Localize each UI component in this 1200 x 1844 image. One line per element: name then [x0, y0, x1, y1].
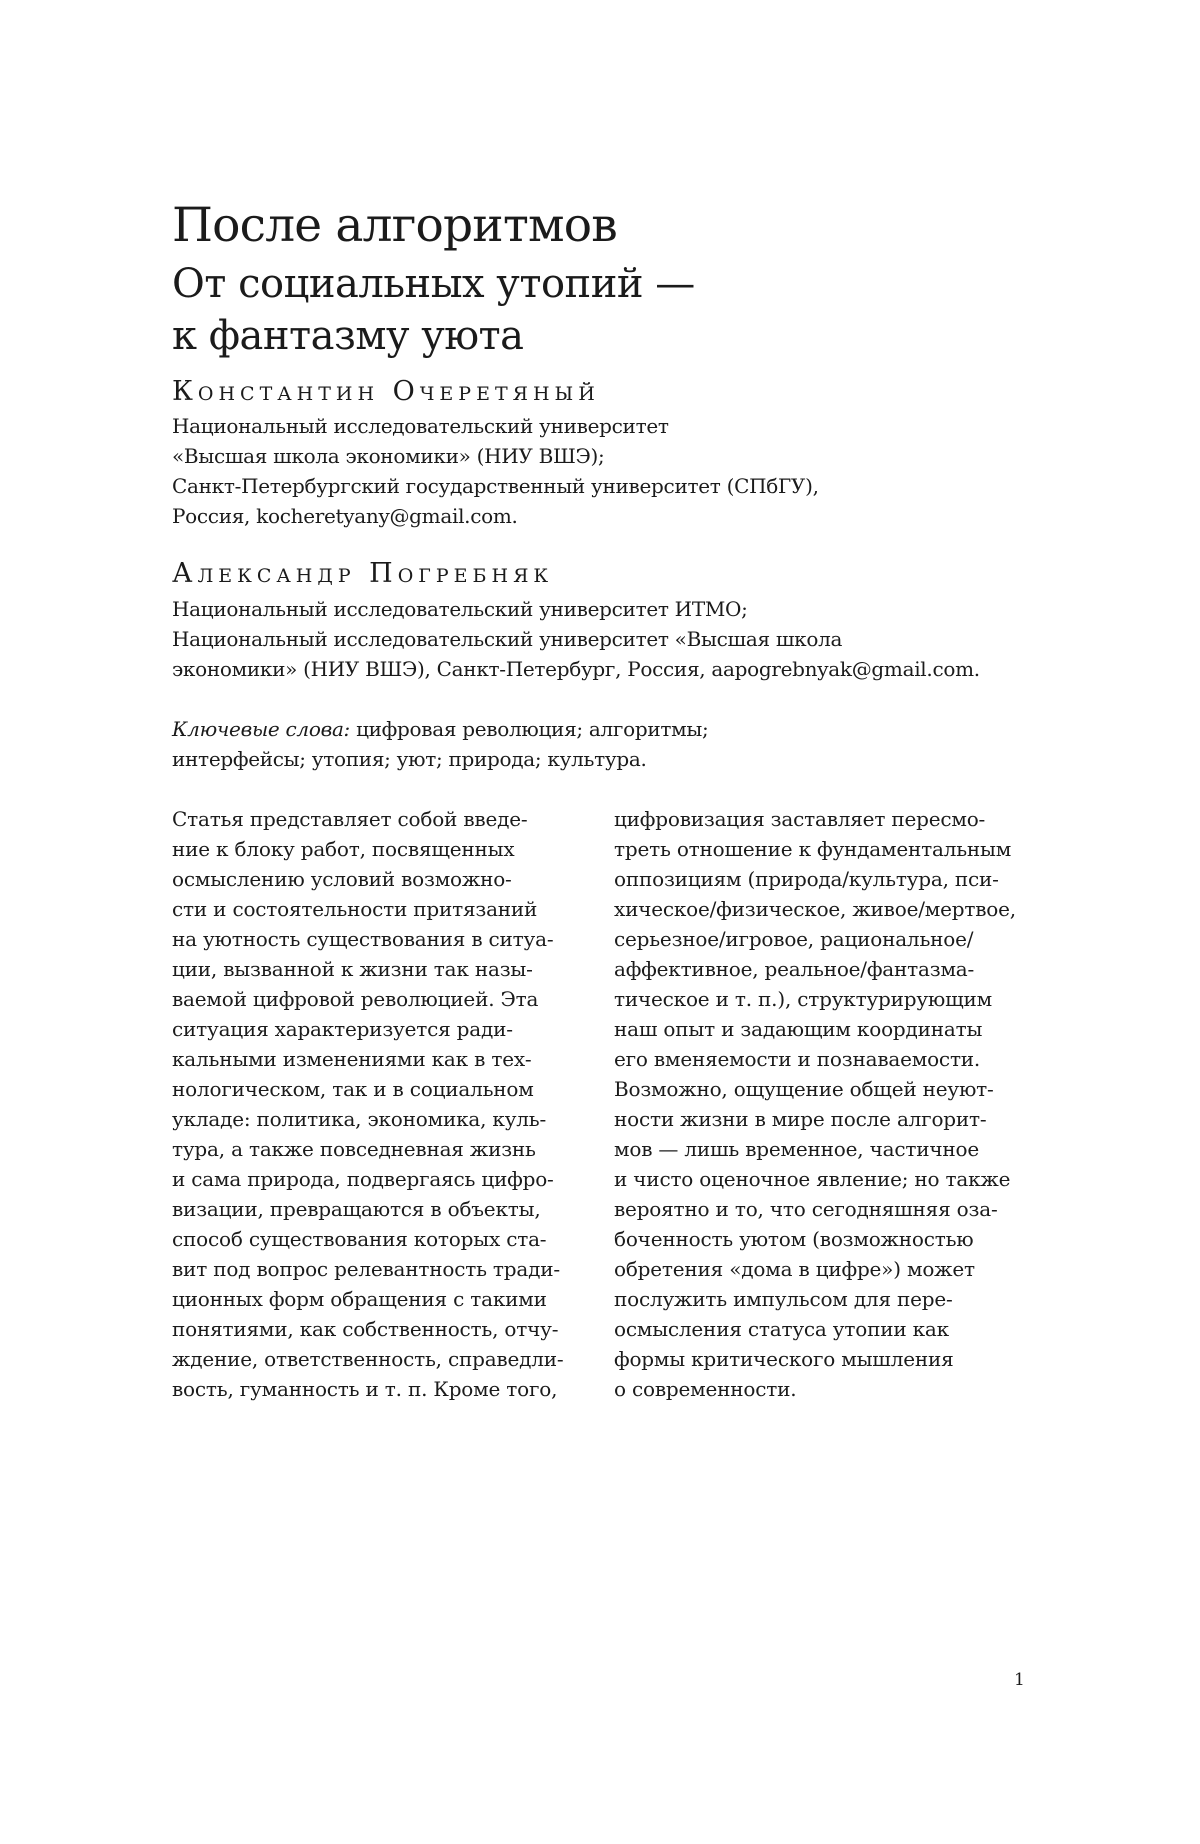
- abstract-line: ние к блоку работ, посвященных: [172, 837, 515, 861]
- abstract-line: ности жизни в мире после алгорит-: [614, 1107, 987, 1131]
- abstract-column-left: [172, 804, 563, 1404]
- author-affiliation-2: [172, 594, 980, 684]
- affiliation-line: Национальный исследовательский университет «Высшая школа: [172, 627, 843, 651]
- keywords: [172, 714, 708, 774]
- abstract-line: Возможно, ощущение общей неуют-: [614, 1077, 994, 1101]
- abstract-line: и сама природа, подвергаясь цифро-: [172, 1167, 554, 1191]
- abstract-line: серьезное/игровое, рациональное/: [614, 927, 974, 951]
- abstract-line: послужить импульсом для пере-: [614, 1287, 953, 1311]
- abstract-line: Статья представляет собой введе-: [172, 807, 528, 831]
- affiliation-line: Национальный исследовательский университет ИТМО;: [172, 597, 748, 621]
- keywords-label: Ключевые слова:: [172, 717, 351, 741]
- abstract-line: мов — лишь временное, частичное: [614, 1137, 979, 1161]
- keywords-text: цифровая революция; алгоритмы;: [350, 717, 709, 741]
- abstract-line: на уютность существования в ситуа-: [172, 927, 554, 951]
- abstract-line: треть отношение к фундаментальным: [614, 837, 1012, 861]
- article-title: После алгоритмов: [172, 198, 617, 253]
- abstract-line: сти и состоятельности притязаний: [172, 897, 538, 921]
- abstract-line: о современности.: [614, 1377, 797, 1401]
- abstract-column-right: [614, 804, 1016, 1404]
- abstract-line: боченность уютом (возможностью: [614, 1227, 974, 1251]
- affiliation-line: экономики» (НИУ ВШЭ), Санкт-Петербург, Россия, aapogrebnyak@gmail.com.: [172, 657, 980, 681]
- abstract-line: ционных форм обращения с такими: [172, 1287, 547, 1311]
- abstract-line: ситуация характеризуется ради-: [172, 1017, 513, 1041]
- abstract-line: его вменяемости и познаваемости.: [614, 1047, 981, 1071]
- affiliation-line: Санкт-Петербургский государственный университет (СПбГУ),: [172, 474, 819, 498]
- keywords-line: интерфейсы; утопия; уют; природа; культура.: [172, 747, 647, 771]
- abstract-line: ваемой цифровой революцией. Эта: [172, 987, 539, 1011]
- abstract-line: вость, гуманность и т. п. Кроме того,: [172, 1377, 558, 1401]
- author-name-2: Александр Погребняк: [172, 558, 554, 589]
- page-number: 1: [1014, 1670, 1025, 1690]
- abstract-line: аффективное, реальное/фантазма-: [614, 957, 975, 981]
- abstract-line: осмыслению условий возможно-: [172, 867, 512, 891]
- abstract-line: цифровизация заставляет пересмо-: [614, 807, 986, 831]
- abstract-line: нологическом, так и в социальном: [172, 1077, 534, 1101]
- abstract-line: осмысления статуса утопии как: [614, 1317, 949, 1341]
- abstract-line: тура, а также повседневная жизнь: [172, 1137, 536, 1161]
- abstract-line: ждение, ответственность, справедли-: [172, 1347, 564, 1371]
- affiliation-line: Национальный исследовательский университет: [172, 414, 669, 438]
- affiliation-line: «Высшая школа экономики» (НИУ ВШЭ);: [172, 444, 605, 468]
- abstract-line: формы критического мышления: [614, 1347, 954, 1371]
- subtitle-line: От социальных утопий —: [172, 261, 695, 307]
- author-name-1: Константин Очеретяный: [172, 376, 600, 407]
- abstract-line: хическое/физическое, живое/мертвое,: [614, 897, 1016, 921]
- abstract-line: укладе: политика, экономика, куль-: [172, 1107, 547, 1131]
- abstract-line: понятиями, как собственность, отчу-: [172, 1317, 559, 1341]
- abstract-line: оппозициям (природа/культура, пси-: [614, 867, 999, 891]
- abstract-line: кальными изменениями как в тех-: [172, 1047, 532, 1071]
- abstract-line: способ существования которых ста-: [172, 1227, 547, 1251]
- affiliation-line: Россия, kocheretyany@gmail.com.: [172, 504, 518, 528]
- author-affiliation-1: [172, 411, 819, 531]
- abstract-line: и чисто оценочное явление; но также: [614, 1167, 1011, 1191]
- abstract-line: наш опыт и задающим координаты: [614, 1017, 983, 1041]
- abstract-line: ции, вызванной к жизни так назы-: [172, 957, 533, 981]
- abstract-line: вит под вопрос релевантность тради-: [172, 1257, 560, 1281]
- abstract-line: вероятно и то, что сегодняшняя оза-: [614, 1197, 998, 1221]
- abstract-line: тическое и т. п.), структурирующим: [614, 987, 993, 1011]
- subtitle-line: к фантазму уюта: [172, 313, 524, 359]
- abstract-line: обретения «дома в цифре») может: [614, 1257, 975, 1281]
- abstract-line: визации, превращаются в объекты,: [172, 1197, 541, 1221]
- keywords-line: [172, 714, 708, 744]
- article-subtitle: [172, 258, 695, 362]
